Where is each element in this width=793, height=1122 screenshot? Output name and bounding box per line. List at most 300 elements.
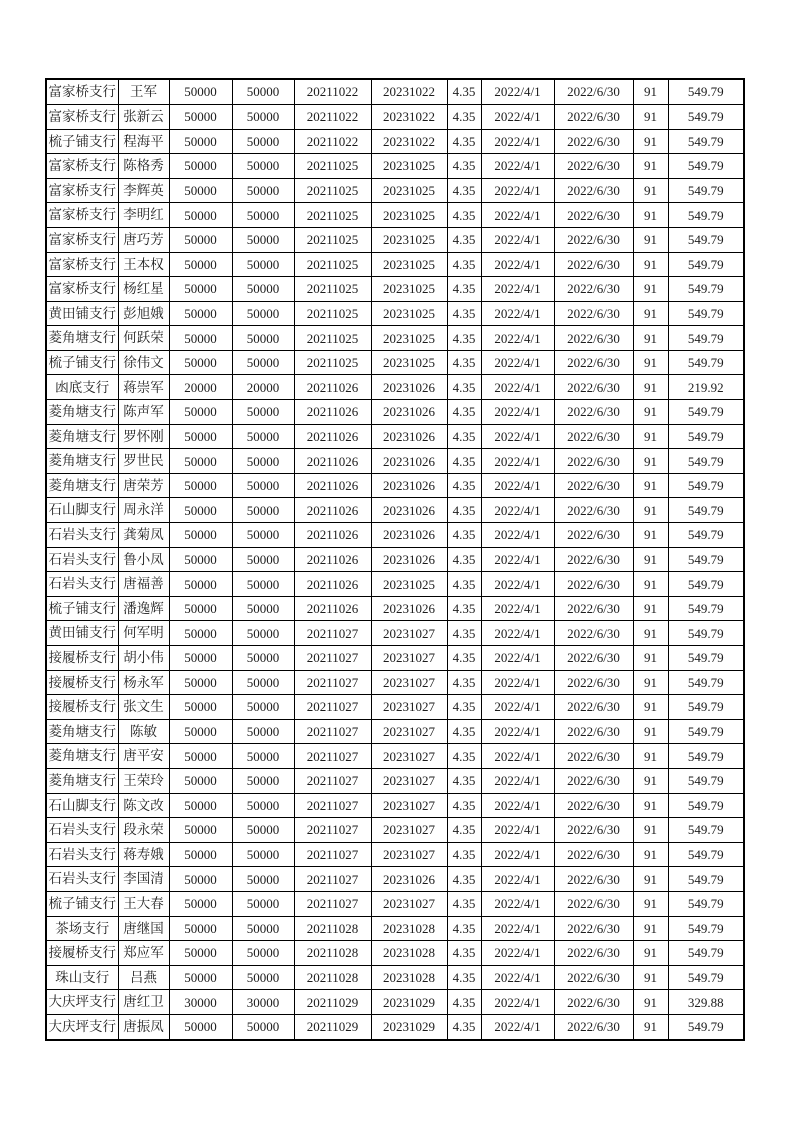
table-cell: 20231027: [371, 670, 447, 695]
table-cell: 接履桥支行: [46, 670, 118, 695]
table-cell: 4.35: [447, 965, 481, 990]
table-cell: 91: [633, 277, 668, 302]
table-cell: 段永荣: [118, 818, 169, 843]
table-cell: 4.35: [447, 744, 481, 769]
table-cell: 2022/6/30: [554, 572, 633, 597]
table-cell: 李明红: [118, 203, 169, 228]
table-cell: 2022/6/30: [554, 646, 633, 671]
table-cell: 50000: [169, 818, 232, 843]
table-cell: 2022/4/1: [481, 891, 554, 916]
table-cell: 菱角塘支行: [46, 744, 118, 769]
table-cell: 20211027: [294, 867, 371, 892]
table-cell: 549.79: [668, 547, 744, 572]
table-cell: 549.79: [668, 1014, 744, 1040]
table-cell: 50000: [232, 916, 294, 941]
table-cell: 20211029: [294, 990, 371, 1015]
table-cell: 20231027: [371, 719, 447, 744]
table-cell: 2022/6/30: [554, 400, 633, 425]
table-cell: 吕燕: [118, 965, 169, 990]
table-cell: 50000: [169, 449, 232, 474]
table-cell: 2022/6/30: [554, 793, 633, 818]
table-cell: 50000: [169, 793, 232, 818]
table-cell: 2022/6/30: [554, 473, 633, 498]
table-cell: 30000: [232, 990, 294, 1015]
table-cell: 91: [633, 646, 668, 671]
deposit-table: [45, 78, 745, 1041]
table-cell: 549.79: [668, 154, 744, 179]
table-cell: 2022/4/1: [481, 203, 554, 228]
table-cell: 2022/6/30: [554, 891, 633, 916]
table-cell: 20231025: [371, 252, 447, 277]
table-cell: 4.35: [447, 768, 481, 793]
table-cell: 20211027: [294, 695, 371, 720]
table-row: [46, 965, 744, 990]
table-row: [46, 670, 744, 695]
table-cell: 2022/6/30: [554, 842, 633, 867]
table-cell: 蒋寿娥: [118, 842, 169, 867]
table-cell: 50000: [169, 178, 232, 203]
table-cell: 2022/6/30: [554, 79, 633, 104]
table-cell: 2022/4/1: [481, 375, 554, 400]
table-cell: 2022/6/30: [554, 375, 633, 400]
table-cell: 91: [633, 375, 668, 400]
table-cell: 50000: [169, 301, 232, 326]
table-cell: 梳子铺支行: [46, 129, 118, 154]
table-cell: 菱角塘支行: [46, 400, 118, 425]
table-cell: 4.35: [447, 178, 481, 203]
table-row: [46, 203, 744, 228]
table-cell: 4.35: [447, 523, 481, 548]
table-cell: 王本权: [118, 252, 169, 277]
table-cell: 91: [633, 104, 668, 129]
table-cell: 50000: [169, 572, 232, 597]
table-row: [46, 424, 744, 449]
table-row: [46, 104, 744, 129]
table-cell: 2022/6/30: [554, 424, 633, 449]
table-cell: 549.79: [668, 79, 744, 104]
table-cell: 91: [633, 621, 668, 646]
table-cell: 唐巧芳: [118, 227, 169, 252]
table-cell: 50000: [232, 350, 294, 375]
table-cell: 杨永军: [118, 670, 169, 695]
table-cell: 50000: [232, 1014, 294, 1040]
table-cell: 50000: [232, 400, 294, 425]
table-cell: 91: [633, 695, 668, 720]
table-cell: 91: [633, 891, 668, 916]
table-cell: 2022/6/30: [554, 203, 633, 228]
table-cell: 50000: [232, 867, 294, 892]
table-cell: 91: [633, 596, 668, 621]
table-cell: 549.79: [668, 670, 744, 695]
table-cell: 2022/4/1: [481, 842, 554, 867]
table-cell: 4.35: [447, 277, 481, 302]
table-row: [46, 891, 744, 916]
table-cell: 91: [633, 916, 668, 941]
table-cell: 20000: [232, 375, 294, 400]
table-cell: 50000: [232, 473, 294, 498]
table-cell: 2022/6/30: [554, 941, 633, 966]
table-cell: 唐振凤: [118, 1014, 169, 1040]
table-cell: 2022/4/1: [481, 473, 554, 498]
table-cell: 50000: [169, 104, 232, 129]
table-cell: 潘逸辉: [118, 596, 169, 621]
table-cell: 20211026: [294, 473, 371, 498]
table-cell: 大庆坪支行: [46, 990, 118, 1015]
table-row: [46, 793, 744, 818]
table-cell: 50000: [232, 523, 294, 548]
table-cell: 王荣玲: [118, 768, 169, 793]
table-cell: 20231026: [371, 449, 447, 474]
table-cell: 2022/6/30: [554, 547, 633, 572]
table-cell: 20231027: [371, 646, 447, 671]
table-cell: 黄田铺支行: [46, 301, 118, 326]
table-cell: 20211027: [294, 719, 371, 744]
table-cell: 549.79: [668, 473, 744, 498]
table-cell: 50000: [232, 129, 294, 154]
table-cell: 50000: [232, 941, 294, 966]
table-cell: 549.79: [668, 768, 744, 793]
table-cell: 549.79: [668, 498, 744, 523]
table-cell: 549.79: [668, 203, 744, 228]
table-cell: 20231026: [371, 547, 447, 572]
table-cell: 20211025: [294, 227, 371, 252]
table-cell: 梳子铺支行: [46, 891, 118, 916]
table-cell: 20211027: [294, 744, 371, 769]
table-cell: 4.35: [447, 646, 481, 671]
table-cell: 91: [633, 523, 668, 548]
table-cell: 4.35: [447, 990, 481, 1015]
table-cell: 20231026: [371, 424, 447, 449]
table-cell: 2022/4/1: [481, 547, 554, 572]
table-cell: 91: [633, 818, 668, 843]
table-cell: 2022/6/30: [554, 498, 633, 523]
table-cell: 4.35: [447, 695, 481, 720]
table-row: [46, 227, 744, 252]
table-cell: 2022/6/30: [554, 129, 633, 154]
table-cell: 91: [633, 424, 668, 449]
table-cell: 石岩头支行: [46, 867, 118, 892]
table-cell: 4.35: [447, 449, 481, 474]
table-row: [46, 523, 744, 548]
table-cell: 20231029: [371, 1014, 447, 1040]
table-cell: 梳子铺支行: [46, 350, 118, 375]
table-cell: 富家桥支行: [46, 178, 118, 203]
table-row: [46, 178, 744, 203]
table-cell: 20211025: [294, 277, 371, 302]
table-cell: 20211025: [294, 350, 371, 375]
table-cell: 王军: [118, 79, 169, 104]
table-cell: 50000: [232, 277, 294, 302]
table-cell: 50000: [169, 547, 232, 572]
table-cell: 549.79: [668, 449, 744, 474]
table-cell: 20231026: [371, 375, 447, 400]
table-cell: 30000: [169, 990, 232, 1015]
table-cell: 4.35: [447, 301, 481, 326]
table-row: [46, 154, 744, 179]
table-cell: 50000: [169, 203, 232, 228]
table-cell: 20000: [169, 375, 232, 400]
table-cell: 珠山支行: [46, 965, 118, 990]
table-row: [46, 277, 744, 302]
table-cell: 4.35: [447, 867, 481, 892]
table-cell: 唐继国: [118, 916, 169, 941]
table-cell: 549.79: [668, 326, 744, 351]
table-cell: 4.35: [447, 670, 481, 695]
table-cell: 20211026: [294, 572, 371, 597]
table-cell: 91: [633, 449, 668, 474]
table-cell: 2022/6/30: [554, 965, 633, 990]
table-cell: 2022/6/30: [554, 719, 633, 744]
table-cell: 2022/4/1: [481, 400, 554, 425]
table-cell: 20211026: [294, 498, 371, 523]
table-cell: 郑应军: [118, 941, 169, 966]
table-cell: 2022/4/1: [481, 424, 554, 449]
table-row: [46, 842, 744, 867]
table-cell: 富家桥支行: [46, 277, 118, 302]
table-cell: 549.79: [668, 596, 744, 621]
table-row: [46, 498, 744, 523]
table-cell: 50000: [232, 768, 294, 793]
table-cell: 2022/6/30: [554, 277, 633, 302]
table-cell: 20231025: [371, 326, 447, 351]
table-cell: 20231028: [371, 916, 447, 941]
table-cell: 大庆坪支行: [46, 1014, 118, 1040]
table-cell: 20231025: [371, 277, 447, 302]
table-cell: 20231026: [371, 400, 447, 425]
table-cell: 2022/4/1: [481, 768, 554, 793]
table-row: [46, 990, 744, 1015]
table-cell: 50000: [169, 842, 232, 867]
table-cell: 2022/4/1: [481, 916, 554, 941]
table-cell: 91: [633, 301, 668, 326]
table-cell: 20231026: [371, 596, 447, 621]
table-cell: 20231029: [371, 990, 447, 1015]
table-cell: 4.35: [447, 375, 481, 400]
table-cell: 50000: [169, 277, 232, 302]
table-cell: 50000: [169, 79, 232, 104]
table-cell: 20231025: [371, 178, 447, 203]
table-cell: 接履桥支行: [46, 695, 118, 720]
table-cell: 2022/4/1: [481, 277, 554, 302]
table-cell: 549.79: [668, 178, 744, 203]
table-cell: 50000: [169, 424, 232, 449]
table-cell: 石岩头支行: [46, 547, 118, 572]
table-cell: 2022/4/1: [481, 818, 554, 843]
table-cell: 20231026: [371, 498, 447, 523]
table-cell: 2022/4/1: [481, 596, 554, 621]
table-cell: 李辉英: [118, 178, 169, 203]
table-cell: 549.79: [668, 719, 744, 744]
table-cell: 50000: [169, 941, 232, 966]
table-cell: 菱角塘支行: [46, 424, 118, 449]
table-cell: 富家桥支行: [46, 79, 118, 104]
table-cell: 20211025: [294, 154, 371, 179]
table-cell: 2022/4/1: [481, 326, 554, 351]
table-cell: 549.79: [668, 400, 744, 425]
table-cell: 91: [633, 79, 668, 104]
table-cell: 鲁小凤: [118, 547, 169, 572]
table-cell: 549.79: [668, 891, 744, 916]
table-cell: 2022/6/30: [554, 867, 633, 892]
table-cell: 549.79: [668, 842, 744, 867]
table-cell: 20211025: [294, 178, 371, 203]
table-cell: 20211028: [294, 941, 371, 966]
table-cell: 4.35: [447, 719, 481, 744]
table-cell: 2022/6/30: [554, 449, 633, 474]
table-cell: 4.35: [447, 104, 481, 129]
table-cell: 2022/4/1: [481, 572, 554, 597]
table-cell: 50000: [232, 621, 294, 646]
table-row: [46, 818, 744, 843]
table-cell: 彭旭娥: [118, 301, 169, 326]
table-cell: 50000: [232, 104, 294, 129]
table-row: [46, 129, 744, 154]
table-cell: 唐红卫: [118, 990, 169, 1015]
deposit-table-body: [46, 79, 744, 1040]
table-cell: 50000: [232, 744, 294, 769]
table-cell: 20211026: [294, 523, 371, 548]
table-cell: 91: [633, 203, 668, 228]
table-cell: 50000: [169, 621, 232, 646]
table-cell: 2022/6/30: [554, 596, 633, 621]
table-cell: 50000: [169, 719, 232, 744]
table-cell: 50000: [169, 916, 232, 941]
table-cell: 2022/6/30: [554, 916, 633, 941]
table-cell: 2022/4/1: [481, 719, 554, 744]
table-row: [46, 1014, 744, 1040]
table-cell: 2022/4/1: [481, 670, 554, 695]
table-cell: 程海平: [118, 129, 169, 154]
table-cell: 20211025: [294, 252, 371, 277]
table-cell: 50000: [169, 695, 232, 720]
table-cell: 2022/6/30: [554, 178, 633, 203]
table-row: [46, 449, 744, 474]
table-cell: 20231022: [371, 104, 447, 129]
table-cell: 20231025: [371, 154, 447, 179]
table-cell: 龚菊凤: [118, 523, 169, 548]
table-cell: 549.79: [668, 104, 744, 129]
table-cell: 549.79: [668, 916, 744, 941]
table-cell: 王大春: [118, 891, 169, 916]
table-cell: 20231027: [371, 793, 447, 818]
table-cell: 石岩头支行: [46, 818, 118, 843]
table-cell: 91: [633, 129, 668, 154]
table-cell: 549.79: [668, 424, 744, 449]
table-row: [46, 473, 744, 498]
table-cell: 50000: [232, 178, 294, 203]
table-cell: 20231027: [371, 621, 447, 646]
table-cell: 2022/6/30: [554, 744, 633, 769]
table-cell: 20211022: [294, 104, 371, 129]
table-row: [46, 350, 744, 375]
table-cell: 91: [633, 227, 668, 252]
table-cell: 2022/4/1: [481, 350, 554, 375]
table-cell: 20231028: [371, 941, 447, 966]
table-cell: 50000: [232, 695, 294, 720]
table-cell: 549.79: [668, 818, 744, 843]
table-cell: 549.79: [668, 867, 744, 892]
table-cell: 菱角塘支行: [46, 473, 118, 498]
table-cell: 20211026: [294, 424, 371, 449]
table-cell: 329.88: [668, 990, 744, 1015]
table-cell: 20211028: [294, 965, 371, 990]
table-cell: 50000: [232, 572, 294, 597]
table-cell: 50000: [232, 252, 294, 277]
table-cell: 91: [633, 744, 668, 769]
table-cell: 91: [633, 670, 668, 695]
table-row: [46, 719, 744, 744]
table-cell: 2022/6/30: [554, 990, 633, 1015]
table-cell: 20231026: [371, 867, 447, 892]
table-cell: 接履桥支行: [46, 646, 118, 671]
table-cell: 石山脚支行: [46, 793, 118, 818]
table-cell: 20231025: [371, 203, 447, 228]
table-cell: 20231028: [371, 965, 447, 990]
table-cell: 罗怀刚: [118, 424, 169, 449]
table-cell: 549.79: [668, 277, 744, 302]
table-cell: 黄田铺支行: [46, 621, 118, 646]
table-cell: 徐伟文: [118, 350, 169, 375]
table-cell: 2022/4/1: [481, 523, 554, 548]
table-cell: 4.35: [447, 572, 481, 597]
table-cell: 2022/6/30: [554, 252, 633, 277]
table-cell: 549.79: [668, 129, 744, 154]
table-cell: 50000: [232, 449, 294, 474]
table-cell: 50000: [232, 793, 294, 818]
table-cell: 50000: [232, 547, 294, 572]
table-cell: 唐荣芳: [118, 473, 169, 498]
table-cell: 50000: [169, 596, 232, 621]
table-cell: 91: [633, 154, 668, 179]
table-cell: 张文生: [118, 695, 169, 720]
table-cell: 2022/6/30: [554, 154, 633, 179]
table-cell: 20211027: [294, 891, 371, 916]
table-cell: 凼底支行: [46, 375, 118, 400]
table-cell: 2022/6/30: [554, 227, 633, 252]
table-cell: 唐福善: [118, 572, 169, 597]
table-cell: 4.35: [447, 842, 481, 867]
table-cell: 2022/4/1: [481, 867, 554, 892]
table-cell: 2022/4/1: [481, 621, 554, 646]
table-cell: 549.79: [668, 744, 744, 769]
table-cell: 4.35: [447, 227, 481, 252]
table-cell: 2022/4/1: [481, 990, 554, 1015]
table-cell: 91: [633, 990, 668, 1015]
table-cell: 549.79: [668, 941, 744, 966]
table-cell: 20231025: [371, 572, 447, 597]
table-cell: 富家桥支行: [46, 252, 118, 277]
table-cell: 20211026: [294, 400, 371, 425]
table-cell: 梳子铺支行: [46, 596, 118, 621]
table-cell: 4.35: [447, 154, 481, 179]
table-cell: 549.79: [668, 301, 744, 326]
table-cell: 91: [633, 572, 668, 597]
table-cell: 陈敏: [118, 719, 169, 744]
table-cell: 50000: [232, 424, 294, 449]
table-cell: 20211022: [294, 129, 371, 154]
table-cell: 50000: [232, 326, 294, 351]
table-cell: 50000: [169, 326, 232, 351]
table-cell: 20211026: [294, 596, 371, 621]
table-cell: 50000: [169, 867, 232, 892]
table-row: [46, 646, 744, 671]
table-cell: 陈文改: [118, 793, 169, 818]
table-cell: 50000: [169, 523, 232, 548]
table-cell: 4.35: [447, 596, 481, 621]
table-cell: 2022/4/1: [481, 695, 554, 720]
table-cell: 50000: [232, 301, 294, 326]
table-row: [46, 400, 744, 425]
